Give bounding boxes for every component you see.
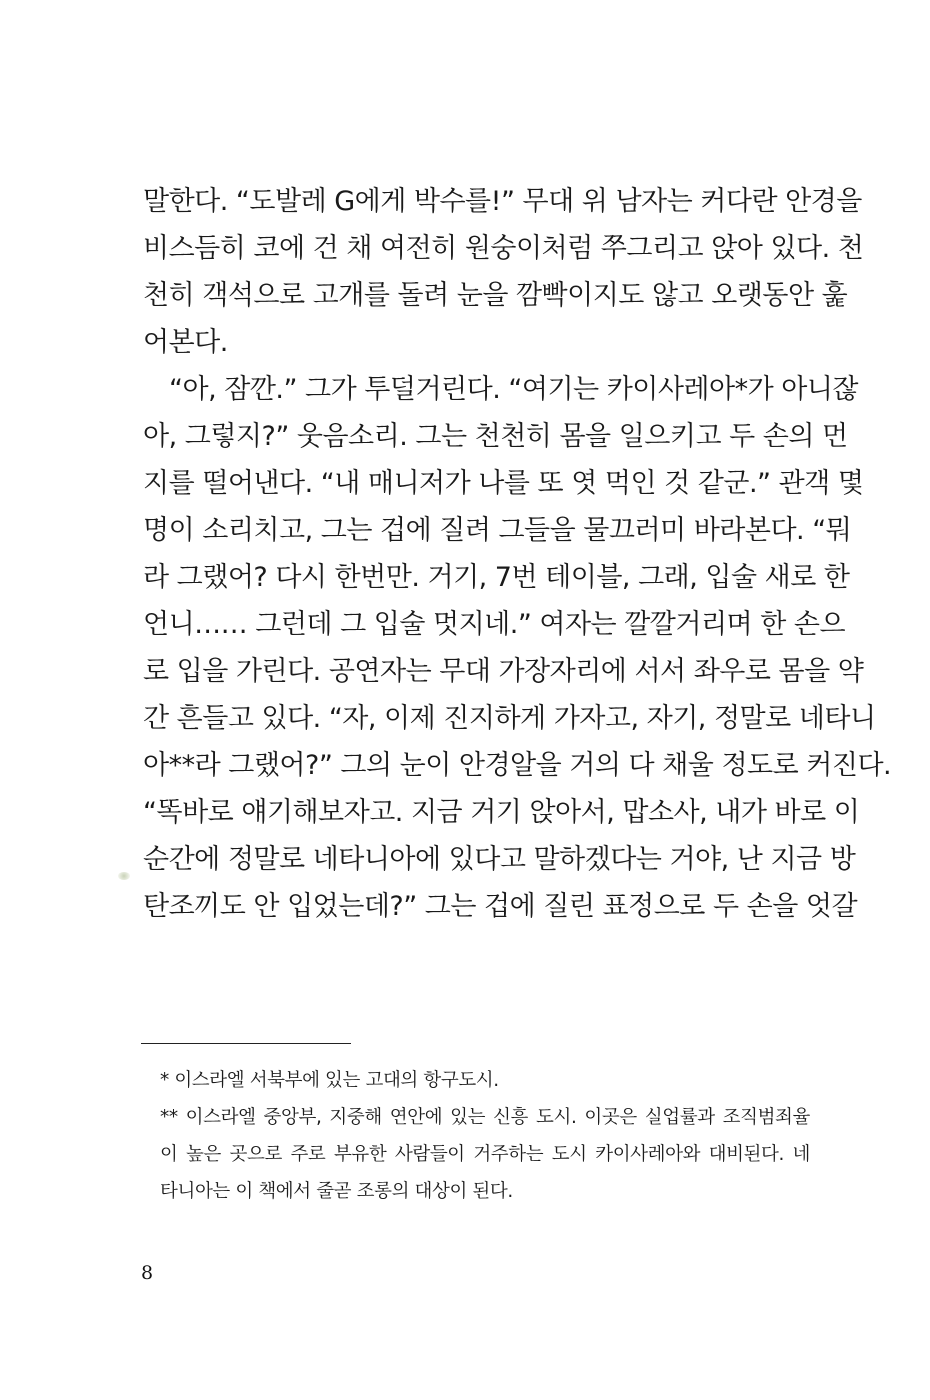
body-line: 비스듬히 코에 건 채 여전히 원숭이처럼 쭈그리고 앉아 있다. 천 bbox=[143, 233, 864, 264]
body-line: “아, 잠깐.” 그가 투덜거린다. “여기는 카이사레아*가 아니잖 bbox=[169, 374, 859, 405]
body-text bbox=[143, 178, 892, 930]
body-line: 천히 객석으로 고개를 돌려 눈을 깜빡이지도 않고 오랫동안 훑 bbox=[143, 280, 848, 311]
body-line: 어본다. bbox=[143, 327, 228, 358]
body-line: 라 그랬어? 다시 한번만. 거기, 7번 테이블, 그래, 입술 새로 한 bbox=[143, 562, 850, 593]
paper-speck bbox=[118, 872, 130, 880]
body-line: “똑바로 얘기해보자고. 지금 거기 앉아서, 맙소사, 내가 바로 이 bbox=[143, 797, 860, 828]
body-line: 지를 떨어낸다. “내 매니저가 나를 또 엿 먹인 것 같군.” 관객 몇 bbox=[143, 468, 864, 499]
body-line: 말한다. “도발레 G에게 박수를!” 무대 위 남자는 커다란 안경을 bbox=[143, 186, 862, 217]
body-line: 탄조끼도 안 입었는데?” 그는 겁에 질린 표정으로 두 손을 엇갈 bbox=[143, 891, 858, 922]
page-number: 8 bbox=[141, 1262, 154, 1284]
footnote-2-line: 이 높은 곳으로 주로 부유한 사람들이 거주하는 도시 카이사레아와 대비된다. 네 bbox=[160, 1144, 810, 1165]
footnotes bbox=[160, 1062, 810, 1210]
body-line: 간 흔들고 있다. “자, 이제 진지하게 가자고, 자기, 정말로 네타니 bbox=[143, 703, 876, 734]
footnote-1: * 이스라엘 서북부에 있는 고대의 항구도시. bbox=[160, 1070, 499, 1091]
body-line: 아, 그렇지?” 웃음소리. 그는 천천히 몸을 일으키고 두 손의 먼 bbox=[143, 421, 848, 452]
body-line: 언니…… 그런데 그 입술 멋지네.” 여자는 깔깔거리며 한 손으 bbox=[143, 609, 846, 640]
footnote-divider bbox=[141, 1043, 351, 1044]
footnote-2-line: ** 이스라엘 중앙부, 지중해 연안에 있는 신흥 도시. 이곳은 실업률과 조직범죄율 bbox=[160, 1107, 810, 1128]
body-line: 로 입을 가린다. 공연자는 무대 가장자리에 서서 좌우로 몸을 약 bbox=[143, 656, 864, 687]
body-line: 아**라 그랬어?” 그의 눈이 안경알을 거의 다 채울 정도로 커진다. bbox=[143, 750, 892, 781]
body-line: 명이 소리치고, 그는 겁에 질려 그들을 물끄러미 바라본다. “뭐 bbox=[143, 515, 852, 546]
body-line: 순간에 정말로 네타니아에 있다고 말하겠다는 거야, 난 지금 방 bbox=[143, 844, 856, 875]
footnote-2-line: 타니아는 이 책에서 줄곧 조롱의 대상이 된다. bbox=[160, 1181, 513, 1202]
